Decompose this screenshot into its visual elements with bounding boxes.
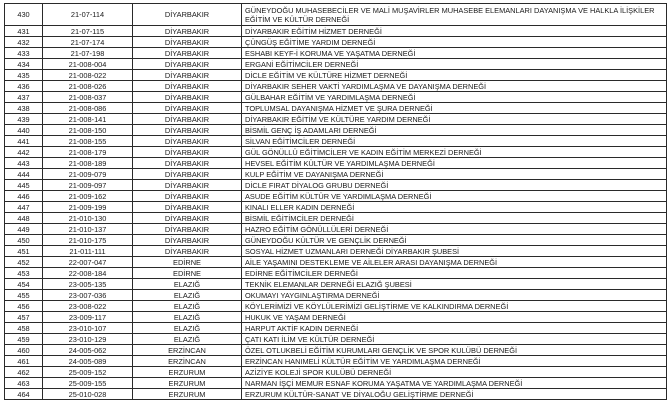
row-number: 437 bbox=[5, 92, 43, 103]
row-number: 450 bbox=[5, 235, 43, 246]
registration-code: 21-07-198 bbox=[43, 48, 133, 59]
row-number: 438 bbox=[5, 103, 43, 114]
table-row bbox=[5, 191, 667, 202]
registration-code: 25-010-028 bbox=[43, 389, 133, 400]
row-number: 456 bbox=[5, 301, 43, 312]
row-number: 436 bbox=[5, 81, 43, 92]
registration-code: 25-009-152 bbox=[43, 367, 133, 378]
association-name: GÜLBAHAR EĞİTİM VE YARDIMLAŞMA DERNEĞİ bbox=[242, 92, 667, 103]
association-name: GÜL GÖNÜLLÜ EĞİTİMCİLER VE KADIN EĞİTİM MERKEZİ DERNEĞİ bbox=[242, 147, 667, 158]
row-number: 451 bbox=[5, 246, 43, 257]
registration-code: 21-008-179 bbox=[43, 147, 133, 158]
city-name: ELAZIĞ bbox=[133, 290, 242, 301]
association-name: AZİZİYE KOLEJİ SPOR KULÜBÜ DERNEĞİ bbox=[242, 367, 667, 378]
city-name: ELAZIĞ bbox=[133, 301, 242, 312]
city-name: DİYARBAKIR bbox=[133, 4, 242, 26]
table-body bbox=[5, 4, 667, 400]
table-row bbox=[5, 59, 667, 70]
association-name: BİSMİL EĞİTİMCİLER DERNEĞİ bbox=[242, 213, 667, 224]
association-name: OKUMAYI YAYGINLAŞTIRMA DERNEĞİ bbox=[242, 290, 667, 301]
association-name: ASUDE EĞİTİM KÜLTÜR VE YARDIMLAŞMA DERNEĞİ bbox=[242, 191, 667, 202]
association-name: DİCLE EĞİTİM VE KÜLTÜRE HİZMET DERNEĞİ bbox=[242, 70, 667, 81]
row-number: 462 bbox=[5, 367, 43, 378]
city-name: DİYARBAKIR bbox=[133, 136, 242, 147]
registration-code: 21-07-115 bbox=[43, 26, 133, 37]
city-name: ERZİNCAN bbox=[133, 345, 242, 356]
registration-code: 21-008-150 bbox=[43, 125, 133, 136]
table-row bbox=[5, 301, 667, 312]
table-row bbox=[5, 70, 667, 81]
city-name: DİYARBAKIR bbox=[133, 70, 242, 81]
row-number: 458 bbox=[5, 323, 43, 334]
association-name: AİLE YAŞAMINI DESTEKLEME VE AİLELER ARASI DAYANIŞMA DERNEĞİ bbox=[242, 257, 667, 268]
registration-code: 21-008-004 bbox=[43, 59, 133, 70]
city-name: DİYARBAKIR bbox=[133, 169, 242, 180]
row-number: 430 bbox=[5, 4, 43, 26]
document-page bbox=[4, 3, 667, 400]
city-name: ELAZIĞ bbox=[133, 334, 242, 345]
city-name: DİYARBAKIR bbox=[133, 125, 242, 136]
city-name: DİYARBAKIR bbox=[133, 246, 242, 257]
association-name: GÜNEYDOĞU KÜLTÜR VE GENÇLİK DERNEĞİ bbox=[242, 235, 667, 246]
registration-code: 21-008-022 bbox=[43, 70, 133, 81]
table-row bbox=[5, 48, 667, 59]
table-row bbox=[5, 378, 667, 389]
city-name: EDİRNE bbox=[133, 268, 242, 279]
association-name: EDİRNE EĞİTİMCİLER DERNEĞİ bbox=[242, 268, 667, 279]
city-name: DİYARBAKIR bbox=[133, 147, 242, 158]
registration-code: 22-007-047 bbox=[43, 257, 133, 268]
table-row bbox=[5, 268, 667, 279]
registration-code: 21-008-037 bbox=[43, 92, 133, 103]
row-number: 457 bbox=[5, 312, 43, 323]
associations-table bbox=[4, 3, 667, 400]
table-row bbox=[5, 323, 667, 334]
association-name: ÇÜNGÜŞ EĞİTİME YARDIM DERNEĞİ bbox=[242, 37, 667, 48]
registration-code: 21-008-086 bbox=[43, 103, 133, 114]
table-row bbox=[5, 367, 667, 378]
table-row bbox=[5, 235, 667, 246]
association-name: ESHABI KEYF-İ KORUMA VE YAŞATMA DERNEĞİ bbox=[242, 48, 667, 59]
city-name: DİYARBAKIR bbox=[133, 191, 242, 202]
table-row bbox=[5, 213, 667, 224]
table-row bbox=[5, 4, 667, 26]
association-name: HAZRO EĞİTİM GÖNÜLLÜLERİ DERNEĞİ bbox=[242, 224, 667, 235]
registration-code: 22-008-184 bbox=[43, 268, 133, 279]
association-name: ÇATI KATI İLİM VE KÜLTÜR DERNEĞİ bbox=[242, 334, 667, 345]
registration-code: 24-005-062 bbox=[43, 345, 133, 356]
city-name: ELAZIĞ bbox=[133, 323, 242, 334]
registration-code: 21-010-130 bbox=[43, 213, 133, 224]
association-name: SİLVAN EĞİTİMCİLER DERNEĞİ bbox=[242, 136, 667, 147]
association-name: KINALI ELLER KADIN DERNEĞİ bbox=[242, 202, 667, 213]
city-name: DİYARBAKIR bbox=[133, 202, 242, 213]
association-name: ÖZEL OTLUKBELİ EĞİTİM KURUMLARI GENÇLİK VE SPOR KULÜBÜ DERNEĞİ bbox=[242, 345, 667, 356]
row-number: 442 bbox=[5, 147, 43, 158]
row-number: 446 bbox=[5, 191, 43, 202]
registration-code: 21-07-114 bbox=[43, 4, 133, 26]
association-name: DİYARBAKIR EĞİTİM VE KÜLTÜRE YARDIM DERNEĞİ bbox=[242, 114, 667, 125]
registration-code: 23-009-117 bbox=[43, 312, 133, 323]
row-number: 433 bbox=[5, 48, 43, 59]
table-row bbox=[5, 136, 667, 147]
table-row bbox=[5, 37, 667, 48]
row-number: 459 bbox=[5, 334, 43, 345]
city-name: ELAZIĞ bbox=[133, 312, 242, 323]
registration-code: 25-009-155 bbox=[43, 378, 133, 389]
city-name: DİYARBAKIR bbox=[133, 158, 242, 169]
registration-code: 21-009-162 bbox=[43, 191, 133, 202]
table-row bbox=[5, 125, 667, 136]
table-row bbox=[5, 202, 667, 213]
table-row bbox=[5, 169, 667, 180]
association-name: ERZURUM KÜLTÜR-SANAT VE DİYALOĞU GELİŞTİRME DERNEĞİ bbox=[242, 389, 667, 400]
registration-code: 24-005-089 bbox=[43, 356, 133, 367]
registration-code: 23-008-022 bbox=[43, 301, 133, 312]
row-number: 463 bbox=[5, 378, 43, 389]
table-row bbox=[5, 114, 667, 125]
row-number: 441 bbox=[5, 136, 43, 147]
city-name: DİYARBAKIR bbox=[133, 180, 242, 191]
association-name: DİYARBAKIR EĞİTİM HİZMET DERNEĞİ bbox=[242, 26, 667, 37]
city-name: ERZURUM bbox=[133, 367, 242, 378]
row-number: 453 bbox=[5, 268, 43, 279]
table-row bbox=[5, 224, 667, 235]
association-name: ERZİNCAN HANIMELİ KÜLTÜR EĞİTİM VE YARDIMLAŞMA DERNEĞİ bbox=[242, 356, 667, 367]
table-row bbox=[5, 290, 667, 301]
association-name: KULP EĞİTİM VE DAYANIŞMA DERNEĞİ bbox=[242, 169, 667, 180]
city-name: DİYARBAKIR bbox=[133, 59, 242, 70]
city-name: ERZURUM bbox=[133, 378, 242, 389]
city-name: ERZURUM bbox=[133, 389, 242, 400]
row-number: 448 bbox=[5, 213, 43, 224]
city-name: DİYARBAKIR bbox=[133, 213, 242, 224]
association-name: ERGANİ EĞİTİMCİLER DERNEĞİ bbox=[242, 59, 667, 70]
table-row bbox=[5, 334, 667, 345]
registration-code: 21-008-141 bbox=[43, 114, 133, 125]
row-number: 445 bbox=[5, 180, 43, 191]
association-name: DİCLE FIRAT DİYALOG GRUBU DERNEĞİ bbox=[242, 180, 667, 191]
table-row bbox=[5, 26, 667, 37]
row-number: 460 bbox=[5, 345, 43, 356]
registration-code: 23-010-129 bbox=[43, 334, 133, 345]
row-number: 431 bbox=[5, 26, 43, 37]
city-name: EDİRNE bbox=[133, 257, 242, 268]
table-row bbox=[5, 356, 667, 367]
association-name: BİSMİL GENÇ İŞ ADAMLARI DERNEĞİ bbox=[242, 125, 667, 136]
table-row bbox=[5, 389, 667, 400]
row-number: 449 bbox=[5, 224, 43, 235]
registration-code: 21-009-079 bbox=[43, 169, 133, 180]
city-name: DİYARBAKIR bbox=[133, 48, 242, 59]
registration-code: 21-010-175 bbox=[43, 235, 133, 246]
row-number: 434 bbox=[5, 59, 43, 70]
association-name: TOPLUMSAL DAYANIŞMA HİZMET VE ŞURA DERNEĞİ bbox=[242, 103, 667, 114]
association-name: HEVSEL EĞİTİM KÜLTÜR VE YARDIMLAŞMA DERNEĞİ bbox=[242, 158, 667, 169]
registration-code: 21-009-097 bbox=[43, 180, 133, 191]
row-number: 443 bbox=[5, 158, 43, 169]
registration-code: 21-008-189 bbox=[43, 158, 133, 169]
city-name: DİYARBAKIR bbox=[133, 37, 242, 48]
association-name: NARMAN İŞÇİ MEMUR ESNAF KORUMA YAŞATMA VE YARDIMLAŞMA DERNEĞİ bbox=[242, 378, 667, 389]
table-row bbox=[5, 147, 667, 158]
registration-code: 23-010-107 bbox=[43, 323, 133, 334]
row-number: 464 bbox=[5, 389, 43, 400]
table-row bbox=[5, 312, 667, 323]
table-row bbox=[5, 257, 667, 268]
table-row bbox=[5, 180, 667, 191]
association-name: KÖYLERİMİZİ VE KÖYLÜLERİMİZİ GELİŞTİRME VE KALKINDIRMA DERNEĞİ bbox=[242, 301, 667, 312]
row-number: 455 bbox=[5, 290, 43, 301]
city-name: DİYARBAKIR bbox=[133, 81, 242, 92]
row-number: 435 bbox=[5, 70, 43, 81]
city-name: ERZİNCAN bbox=[133, 356, 242, 367]
city-name: DİYARBAKIR bbox=[133, 26, 242, 37]
row-number: 444 bbox=[5, 169, 43, 180]
city-name: DİYARBAKIR bbox=[133, 235, 242, 246]
city-name: ELAZIĞ bbox=[133, 279, 242, 290]
registration-code: 21-008-026 bbox=[43, 81, 133, 92]
row-number: 447 bbox=[5, 202, 43, 213]
association-name: TEKNİK ELEMANLAR DERNEĞİ ELAZIĞ ŞUBESİ bbox=[242, 279, 667, 290]
association-name: GÜNEYDOĞU MUHASEBECİLER VE MALİ MUŞAVİRLER MUHASEBE ELEMANLARI DAYANIŞMA VE HALKLA İLİŞKİLER EĞİTİM VE KÜLTÜR DERNEĞİ bbox=[242, 4, 667, 26]
city-name: DİYARBAKIR bbox=[133, 114, 242, 125]
association-name: HARPUT AKTİF KADIN DERNEĞİ bbox=[242, 323, 667, 334]
registration-code: 21-07-174 bbox=[43, 37, 133, 48]
table-row bbox=[5, 92, 667, 103]
table-row bbox=[5, 158, 667, 169]
city-name: DİYARBAKIR bbox=[133, 92, 242, 103]
table-row bbox=[5, 345, 667, 356]
row-number: 452 bbox=[5, 257, 43, 268]
registration-code: 21-010-137 bbox=[43, 224, 133, 235]
table-row bbox=[5, 279, 667, 290]
association-name: HUKUK VE YAŞAM DERNEĞİ bbox=[242, 312, 667, 323]
registration-code: 23-007-036 bbox=[43, 290, 133, 301]
registration-code: 21-008-155 bbox=[43, 136, 133, 147]
association-name: DİYARBAKIR SEHER VAKTİ YARDIMLAŞMA VE DAYANIŞMA DERNEĞİ bbox=[242, 81, 667, 92]
city-name: DİYARBAKIR bbox=[133, 224, 242, 235]
row-number: 454 bbox=[5, 279, 43, 290]
registration-code: 21-011-111 bbox=[43, 246, 133, 257]
table-row bbox=[5, 103, 667, 114]
row-number: 461 bbox=[5, 356, 43, 367]
association-name: SOSYAL HİZMET UZMANLARI DERNEĞİ DİYARBAKIR ŞUBESİ bbox=[242, 246, 667, 257]
city-name: DİYARBAKIR bbox=[133, 103, 242, 114]
row-number: 440 bbox=[5, 125, 43, 136]
table-row bbox=[5, 246, 667, 257]
registration-code: 21-009-199 bbox=[43, 202, 133, 213]
row-number: 432 bbox=[5, 37, 43, 48]
table-row bbox=[5, 81, 667, 92]
registration-code: 23-005-135 bbox=[43, 279, 133, 290]
row-number: 439 bbox=[5, 114, 43, 125]
